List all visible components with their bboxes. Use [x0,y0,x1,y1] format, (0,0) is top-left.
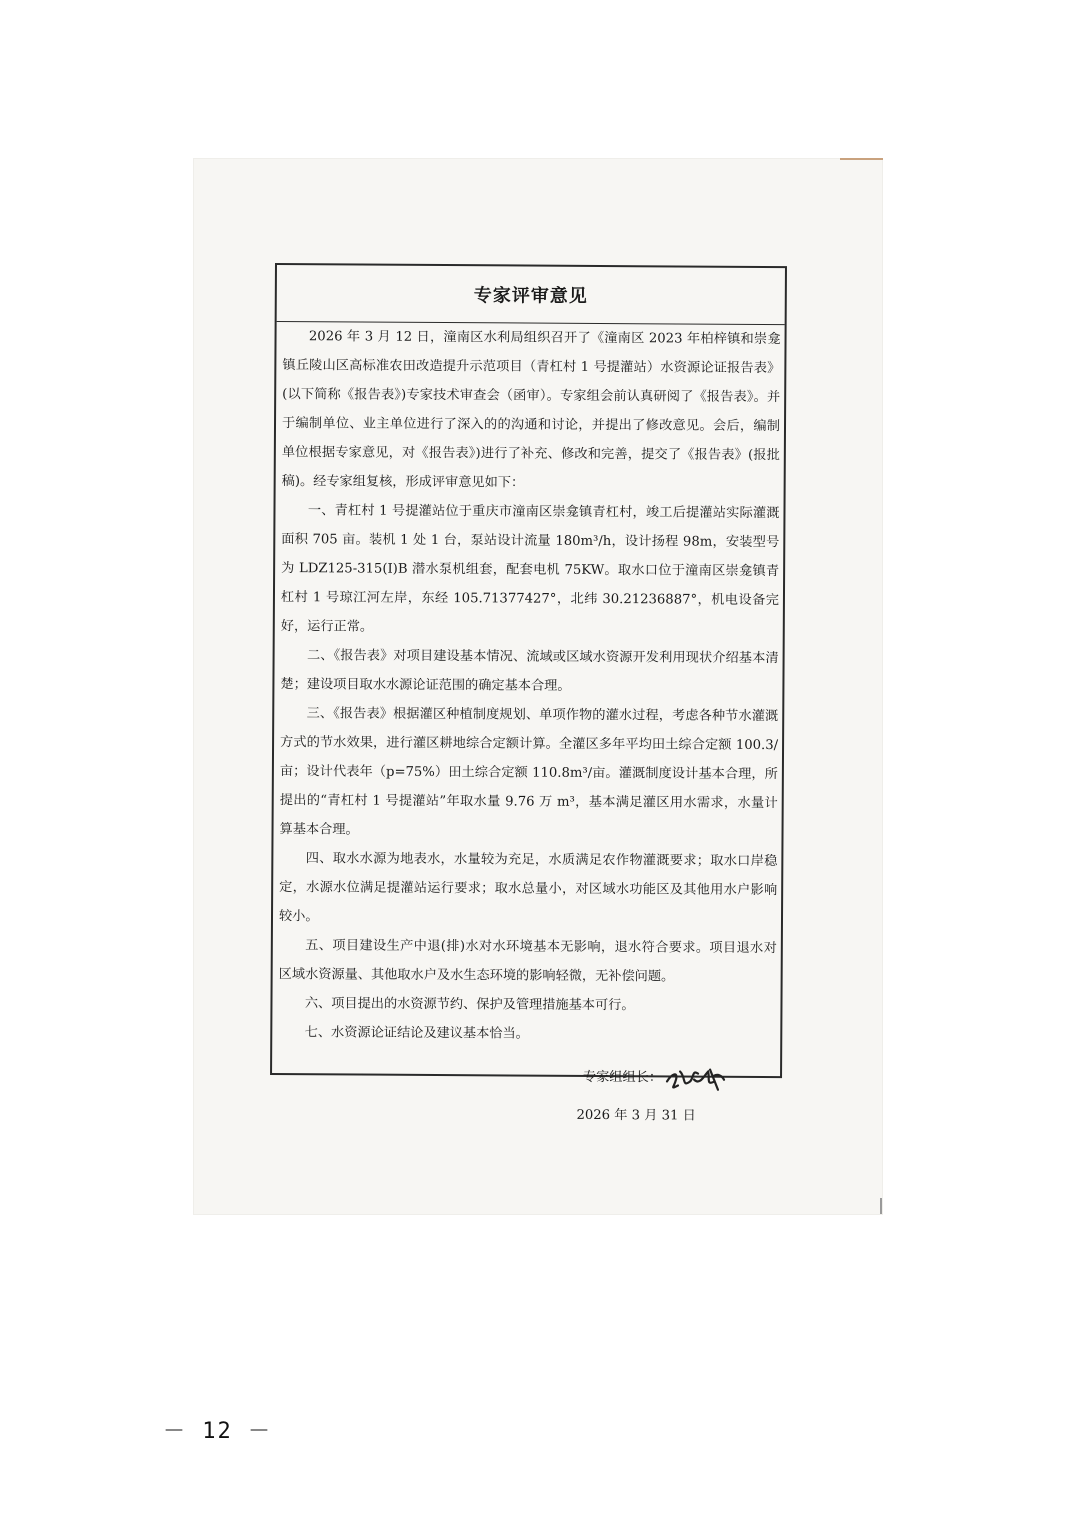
review-date: 2026 年 3 月 31 日 [576,1107,696,1124]
paragraph-item-2: 二、《报告表》对项目建设基本情况、流域或区域水资源开发利用现状介绍基本清楚；建设项目取水水源论证范围的确定基本合理。 [280,648,779,694]
scan-edge-mark-right [880,1198,882,1214]
handwritten-signature [664,1063,726,1093]
signer-line [278,1061,726,1094]
paragraph-item-7: 七、水资源论证结论及建议基本恰当。 [304,1025,529,1042]
paragraph-intro: 2026 年 3 月 12 日，潼南区水利局组织召开了《潼南区 2023 年柏梓镇和崇龛镇丘陵山区高标准农田改造提升示范项目（青杠村 1 号提灌站）水资源论证报告表》(以下简称《报告表》)专家技术审查会（函审）。专家组会前认真研阅了《报告表》。并于编制单位、业主单位进行了深入的的沟通和讨论，并提出了修改意见。会后，编制单位根据专家意见，对《报告表》)进行了补充、修改和完善，提交了《报告表》(报批稿)。经专家组复核，形成评审意见如下： [281,329,781,491]
form-body [272,322,785,1132]
form-title: 专家评审意见 [277,265,785,325]
paragraph-item-3: 三、《报告表》根据灌区种植制度规划、单项作物的灌水过程，考虑各种节水灌溉方式的节水效果，进行灌区耕地综合定额计算。全灌区多年平均田土综合定额 100.3/亩；设计代表年（p=75%）田土综合定额 110.8m³/亩。灌溉制度设计基本合理，所提出的“青杠村 1 号提灌站”年取水量 9.76 万 m³，基本满足灌区用水需求，水量计算基本合理。 [279,706,779,838]
paragraph-item-5: 五、项目建设生产中退(排)水对水环境基本无影响，退水符合要求。项目退水对区域水资源量、其他取水户及水生态环境的影响轻微，无补偿问题。 [278,938,777,985]
signer-label: 专家组组长： [582,1069,663,1086]
paragraph-item-1: 一、青杠村 1 号提灌站位于重庆市潼南区崇龛镇青杠村，竣工后提灌站实际灌溉面积 705 亩。装机 1 处 1 台，泵站设计流量 180m³/h，设计扬程 98m，安装型号为 LDZ125-315(I)B 潜水泵机组套，配套电机 75KW。取水口位于潼南区崇龛镇青杠村 1 号琼江河左岸，东经 105.71377427°，北纬 30.21236887°，机电设备完好，运行正常。 [280,503,780,635]
review-opinion-form [270,263,787,1124]
signature-block [278,1061,776,1132]
scan-edge-mark-top [840,158,883,160]
paragraph-item-6: 六、项目提出的水资源节约、保护及管理措施基本可行。 [304,996,635,1014]
paragraph-item-4: 四、取水水源为地表水，水量较为充足，水质满足农作物灌溉要求；取水口岸稳定，水源水位满足提灌站运行要求；取水总量小，对区域水功能区及其他用水户影响较小。 [278,851,778,925]
page-number: － 12 － [163,1419,272,1444]
